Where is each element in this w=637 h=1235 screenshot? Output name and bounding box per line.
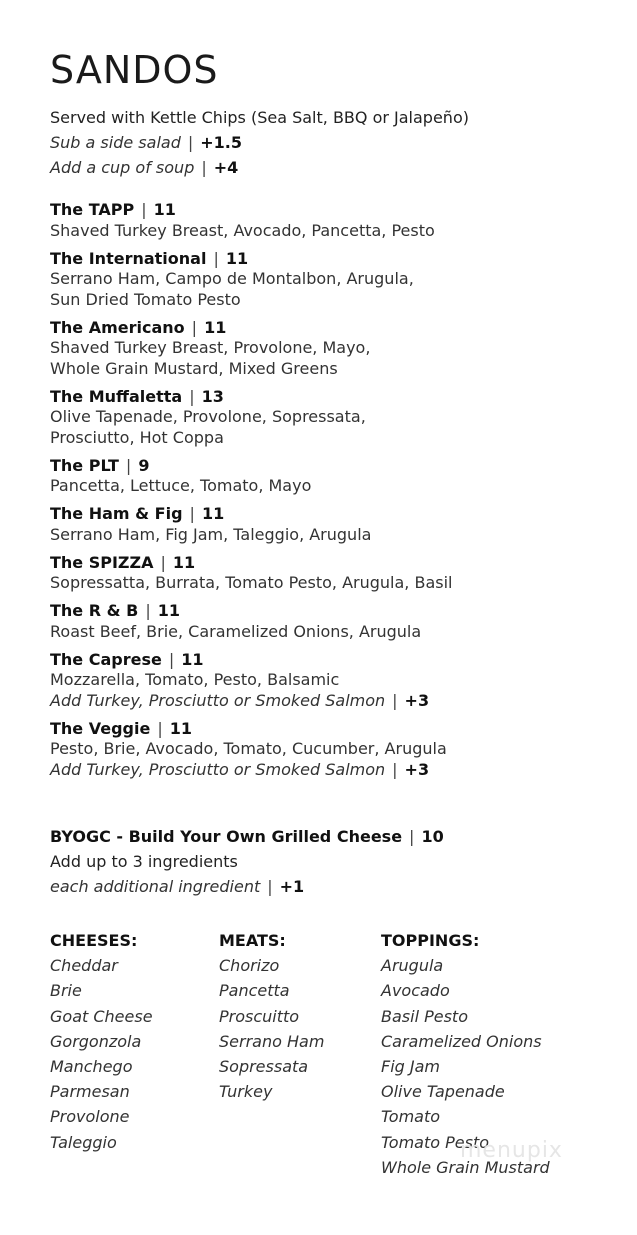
ingredient-item: Provolone	[50, 1107, 130, 1127]
item-header	[50, 456, 452, 477]
side-option	[50, 155, 469, 180]
ingredient-column	[219, 928, 324, 1104]
item-description: Sopressatta, Burrata, Tomato Pesto, Arugula, Basil	[50, 573, 453, 592]
separator: |	[189, 386, 195, 406]
ingredient-item: Goat Cheese	[50, 1006, 153, 1026]
ingredient-item: Whole Grain Mustard	[381, 1157, 550, 1177]
item-price: 11	[201, 504, 225, 523]
ingredient-item: Fig Jam	[381, 1057, 440, 1077]
separator: |	[189, 504, 195, 523]
item-price: 11	[157, 601, 180, 620]
menu-item	[50, 504, 452, 545]
ingredient-item: Serrano Ham	[219, 1031, 325, 1051]
menu-item	[50, 553, 452, 594]
separator: |	[157, 718, 163, 738]
item-description: Sun Dried Tomato Pesto	[50, 289, 241, 309]
ingredient-item: Pancetta	[219, 981, 290, 1001]
item-description: Pesto, Brie, Avocado, Tomato, Cucumber, Arugula	[50, 739, 447, 758]
watermark: menupix	[460, 1138, 563, 1163]
addon-label: Add Turkey, Prosciutto or Smoked Salmon	[50, 759, 386, 779]
menu-item	[50, 249, 452, 311]
separator: |	[187, 133, 194, 152]
addon-price: +3	[404, 690, 430, 710]
item-header	[50, 601, 452, 622]
separator: |	[141, 200, 147, 219]
item-description: Serrano Ham, Campo de Montalbon, Arugula,	[50, 269, 414, 288]
byogc-note: Add up to 3 ingredients	[50, 852, 238, 871]
menu-item	[50, 719, 452, 781]
column-heading: MEATS:	[219, 931, 286, 950]
separator: |	[160, 552, 166, 572]
ingredient-item: Gorgonzola	[50, 1031, 142, 1051]
item-header	[50, 318, 452, 339]
item-description: Olive Tapenade, Provolone, Sopressata,	[50, 407, 366, 426]
ingredient-item: Tomato	[381, 1107, 441, 1127]
menu-item	[50, 601, 452, 642]
column-heading: TOPPINGS:	[381, 931, 480, 950]
sandwich-list	[50, 200, 452, 788]
ingredient-item: Sopressata	[219, 1057, 309, 1077]
column-heading: CHEESES:	[50, 931, 138, 950]
separator: |	[392, 759, 398, 779]
item-header	[50, 553, 452, 574]
ingredient-item: Turkey	[219, 1082, 273, 1102]
ingredient-item: Olive Tapenade	[381, 1082, 505, 1102]
separator: |	[392, 690, 398, 710]
item-header	[50, 387, 452, 408]
menu-item	[50, 318, 452, 380]
option-price: +4	[213, 158, 239, 177]
option-label: Add a cup of soup	[50, 158, 195, 177]
section-title: SANDOS	[50, 48, 219, 92]
byogc-price: 10	[421, 827, 444, 846]
item-description: Roast Beef, Brie, Caramelized Onions, Arugula	[50, 621, 422, 641]
addon-price: +3	[404, 759, 430, 779]
menu-item	[50, 200, 452, 241]
item-price: 11	[172, 552, 196, 572]
item-description: Mozzarella, Tomato, Pesto, Balsamic	[50, 670, 340, 689]
item-price: 9	[138, 455, 150, 475]
item-name: The SPIZZA	[50, 552, 154, 572]
intro	[50, 105, 469, 180]
item-description: Prosciutto, Hot Coppa	[50, 427, 224, 447]
menu-item	[50, 387, 452, 449]
side-option	[50, 130, 469, 155]
item-name: The Ham & Fig	[50, 504, 183, 523]
item-description: Shaved Turkey Breast, Provolone, Mayo,	[50, 338, 371, 357]
item-name: The Veggie	[50, 718, 151, 738]
addon-label: Add Turkey, Prosciutto or Smoked Salmon	[50, 690, 386, 710]
item-price: 11	[225, 248, 249, 268]
item-name: The Caprese	[50, 649, 162, 669]
separator: |	[145, 601, 151, 620]
item-header	[50, 719, 452, 740]
item-name: The Americano	[50, 317, 185, 337]
byogc-extra	[50, 874, 444, 899]
item-price: 11	[181, 649, 204, 669]
served-with-note: Served with Kettle Chips (Sea Salt, BBQ or Jalapeño)	[50, 108, 469, 127]
menu-item	[50, 456, 452, 497]
item-header	[50, 249, 452, 270]
item-description: Serrano Ham, Fig Jam, Taleggio, Arugula	[50, 524, 372, 544]
item-header	[50, 200, 452, 221]
item-name: The R & B	[50, 601, 139, 620]
option-label: Sub a side salad	[50, 133, 181, 152]
item-header	[50, 504, 452, 525]
item-addon	[50, 691, 452, 712]
item-addon	[50, 760, 452, 781]
byogc-name: BYOGC - Build Your Own Grilled Cheese	[50, 827, 403, 846]
item-description: Whole Grain Mustard, Mixed Greens	[50, 358, 338, 378]
ingredient-item: Arugula	[381, 956, 444, 976]
item-name: The TAPP	[50, 200, 135, 219]
ingredient-item: Proscuitto	[219, 1006, 300, 1026]
item-price: 11	[169, 718, 192, 738]
item-description: Shaved Turkey Breast, Avocado, Pancetta, Pesto	[50, 220, 435, 240]
ingredient-item: Taleggio	[50, 1132, 117, 1152]
byogc-section	[50, 824, 444, 899]
extra-price: +1	[279, 877, 305, 896]
separator: |	[409, 827, 415, 846]
separator: |	[125, 455, 132, 475]
separator: |	[267, 877, 273, 896]
item-header	[50, 650, 452, 671]
separator: |	[201, 158, 207, 177]
separator: |	[168, 649, 175, 669]
item-price: 13	[201, 386, 224, 406]
byogc-title	[50, 824, 444, 849]
separator: |	[191, 317, 198, 337]
item-name: The PLT	[50, 455, 119, 475]
ingredient-column	[50, 928, 153, 1155]
item-price: 11	[153, 200, 176, 219]
ingredient-item: Tomato Pesto	[381, 1132, 490, 1152]
separator: |	[213, 248, 219, 268]
ingredient-item: Cheddar	[50, 956, 118, 976]
item-price: 11	[204, 317, 227, 337]
item-description: Pancetta, Lettuce, Tomato, Mayo	[50, 476, 312, 495]
ingredient-item: Brie	[50, 981, 82, 1001]
extra-label: each additional ingredient	[50, 877, 261, 896]
ingredient-item: Caramelized Onions	[381, 1031, 542, 1051]
ingredient-item: Avocado	[381, 981, 450, 1001]
ingredient-item: Chorizo	[219, 956, 280, 976]
ingredient-item: Basil Pesto	[381, 1006, 468, 1026]
option-price: +1.5	[200, 133, 242, 152]
ingredient-item: Manchego	[50, 1057, 133, 1077]
menu-item	[50, 650, 452, 712]
item-name: The Muffaletta	[50, 386, 183, 406]
ingredient-item: Parmesan	[50, 1082, 130, 1102]
item-name: The International	[50, 248, 207, 268]
